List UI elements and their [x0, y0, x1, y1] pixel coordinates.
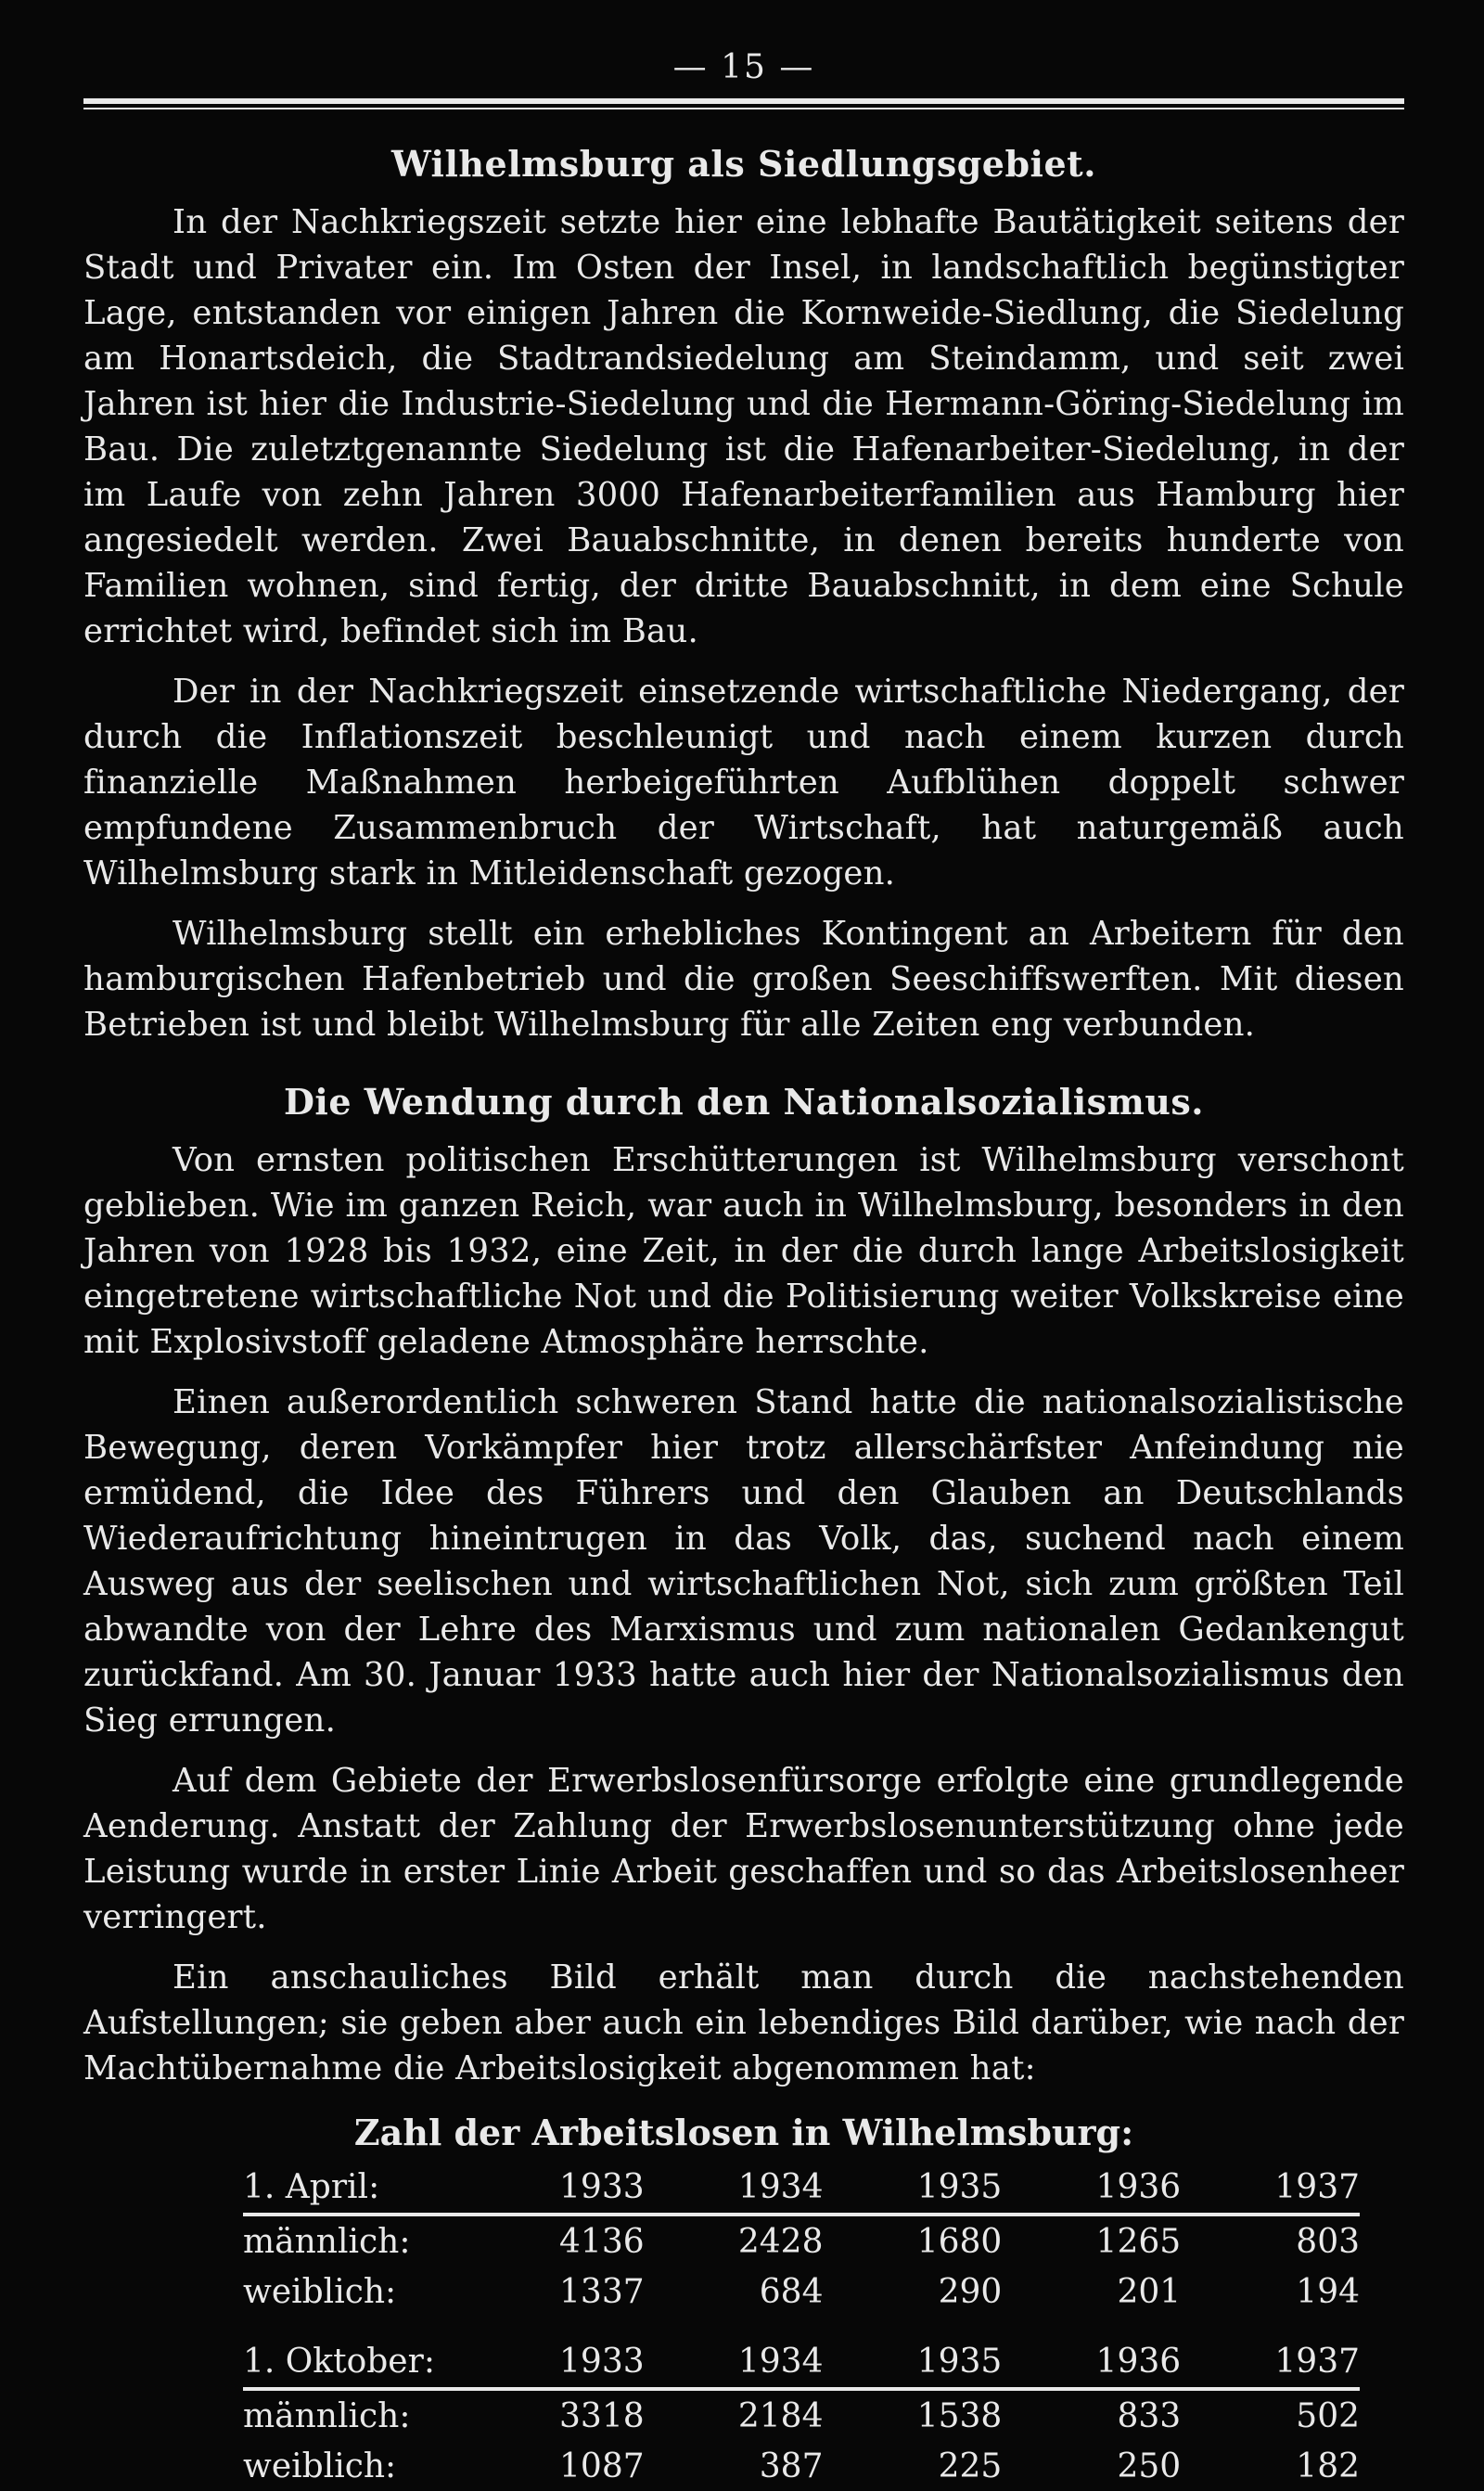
table-cell: 1337	[559, 2272, 645, 2311]
table-cell: 201	[1117, 2272, 1182, 2311]
table-row-label: weiblich:	[243, 2272, 397, 2311]
table-cell: 290	[938, 2272, 1003, 2311]
paragraph: Auf dem Gebiete der Erwerbslosenfürsorge erfolgte eine grundlegende Aenderung. Anstatt der Zahlung der Erwerbslosenunterstützung ohne jede Leistung wurde in erster Linie Arbeit geschaffen und so das Arbeitslosenheer verringert.	[83, 1762, 1404, 1936]
table-cell: 3318	[559, 2396, 645, 2435]
table-year: 1935	[916, 2167, 1003, 2206]
table-block-label: 1. April:	[243, 2167, 380, 2206]
table-cell: 1680	[916, 2222, 1003, 2261]
table-block-label: 1. Oktober:	[243, 2342, 435, 2381]
page-number: — 15 —	[672, 48, 815, 86]
table-cell: 194	[1296, 2272, 1361, 2311]
section-heading-siedlungsgebiet: Wilhelmsburg als Siedlungsgebiet.	[391, 143, 1096, 185]
paragraph: Einen außerordentlich schweren Stand hatte die nationalsozialistische Bewegung, deren Vorkämpfer hier trotz allerschärfster Anfeindung nie ermüdend, die Idee des Führers und den Glauben an Deutschlands Wiederaufrichtung hineintrugen in das Volk, das, suchend nach einem Ausweg aus der seelischen und wirtschaftlichen Not, sich zum größten Teil abwandte von der Lehre des Marxismus und zum nationalen Gedankengut zurückfand. Am 30. Januar 1933 hatte auch hier der Nationalsozialismus den Sieg errungen.	[83, 1383, 1404, 1740]
table-year: 1933	[559, 2167, 645, 2206]
table-year: 1936	[1095, 2342, 1182, 2381]
table-year: 1937	[1274, 2167, 1361, 2206]
table-cell: 833	[1117, 2396, 1182, 2435]
table-row	[243, 2391, 1360, 2441]
table-cell: 2428	[737, 2222, 824, 2261]
table-cell: 225	[938, 2446, 1003, 2485]
table-cell: 2184	[737, 2396, 824, 2435]
table-row	[243, 2441, 1360, 2491]
header-rule-thin	[83, 108, 1404, 109]
table-header-row	[243, 2335, 1360, 2391]
table-year: 1936	[1095, 2167, 1182, 2206]
table-spacer	[243, 2317, 1360, 2335]
table-row-label: männlich:	[243, 2396, 411, 2435]
table-row-label: männlich:	[243, 2222, 411, 2261]
table-row	[243, 2216, 1360, 2266]
table-year: 1935	[916, 2342, 1003, 2381]
table-row-label: weiblich:	[243, 2446, 397, 2485]
table-row	[243, 2266, 1360, 2317]
table-title: Zahl der Arbeitslosen in Wilhelmsburg:	[353, 2112, 1134, 2153]
table-year: 1937	[1274, 2342, 1361, 2381]
table-cell: 502	[1296, 2396, 1361, 2435]
table-cell: 4136	[559, 2222, 645, 2261]
section-heading-nationalsozialismus: Die Wendung durch den Nationalsozialismus.	[283, 1081, 1205, 1123]
unemployment-table	[243, 2161, 1360, 2491]
table-cell: 803	[1296, 2222, 1361, 2261]
paragraph: Ein anschauliches Bild erhält man durch die nachstehenden Aufstellungen; sie geben aber auch ein lebendiges Bild darüber, wie nach der Machtübernahme die Arbeitslosigkeit abgenommen hat:	[83, 1958, 1404, 2087]
table-header-row	[243, 2161, 1360, 2216]
paragraph: Der in der Nachkriegszeit einsetzende wirtschaftliche Niedergang, der durch die Inflationszeit beschleunigt und nach einem kurzen durch finanzielle Maßnahmen herbeigeführten Aufblühen doppelt schwer empfundene Zusammenbruch der Wirtschaft, hat naturgemäß auch Wilhelmsburg stark in Mitleidenschaft gezogen.	[83, 673, 1404, 892]
table-cell: 250	[1117, 2446, 1182, 2485]
table-cell: 684	[759, 2272, 824, 2311]
table-cell: 1265	[1095, 2222, 1182, 2261]
table-year: 1933	[559, 2342, 645, 2381]
table-year: 1934	[737, 2167, 824, 2206]
paragraph: In der Nachkriegszeit setzte hier eine lebhafte Bautätigkeit seitens der Stadt und Privater ein. Im Osten der Insel, in landschaftlich begünstigter Lage, entstanden vor einigen Jahren die Kornweide-Siedlung, die Siedelung am Honartsdeich, die Stadtrandsiedelung am Steindamm, und seit zwei Jahren ist hier die Industrie-Siedelung und die Hermann-Göring-Siedelung im Bau. Die zuletztgenannte Siedelung ist die Hafenarbeiter-Siedelung, in der im Laufe von zehn Jahren 3000 Hafenarbeiterfamilien aus Hamburg hier angesiedelt werden. Zwei Bauabschnitte, in denen bereits hunderte von Familien wohnen, sind fertig, der dritte Bauabschnitt, in dem eine Schule errichtet wird, befindet sich im Bau.	[83, 203, 1404, 650]
table-cell: 1538	[916, 2396, 1003, 2435]
paragraph: Von ernsten politischen Erschütterungen ist Wilhelmsburg verschont geblieben. Wie im ganzen Reich, war auch in Wilhelmsburg, besonders in den Jahren von 1928 bis 1932, eine Zeit, in der die durch lange Arbeitslosigkeit eingetretene wirtschaftliche Not und die Politisierung weiter Volkskreise eine mit Explosivstoff geladene Atmosphäre herrschte.	[83, 1141, 1404, 1361]
table-cell: 1087	[559, 2446, 645, 2485]
table-year: 1934	[737, 2342, 824, 2381]
table-cell: 387	[759, 2446, 824, 2485]
paragraph: Wilhelmsburg stellt ein erhebliches Kontingent an Arbeitern für den hamburgischen Hafenbetrieb und die großen Seeschiffswerften. Mit diesen Betrieben ist und bleibt Wilhelmsburg für alle Zeiten eng verbunden.	[83, 915, 1404, 1044]
table-cell: 182	[1296, 2446, 1361, 2485]
header-rule	[83, 98, 1404, 104]
